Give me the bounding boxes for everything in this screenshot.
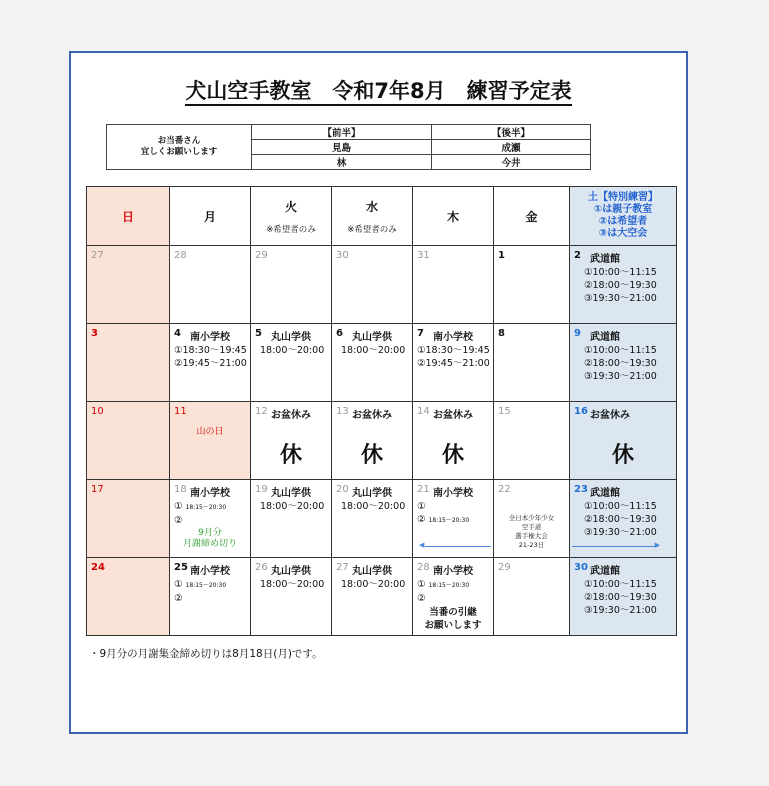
week-row — [87, 246, 677, 324]
header-sunday: 日 — [87, 187, 170, 246]
day-cell: 27 丸山学供 18:00～20:00 — [332, 558, 413, 636]
day-cell: 13 お盆休み 休 — [332, 402, 413, 480]
day-cell: 1 — [494, 246, 570, 324]
day-cell: 19 丸山学供 18:00～20:00 — [251, 480, 332, 558]
day-cell: 7 南小学校 ①18:30～19:45 ②19:45～21:00 — [413, 324, 494, 402]
day-cell: 30 — [332, 246, 413, 324]
day-cell: 25 南小学校 ① 18:15～20:30 ② — [170, 558, 251, 636]
day-cell: 28 — [170, 246, 251, 324]
duty-cell: 成瀬 — [432, 140, 591, 155]
week-row — [87, 480, 677, 558]
day-cell: 11 山の日 — [170, 402, 251, 480]
page-title: 犬山空手教室 令和7年8月 練習予定表 — [71, 75, 686, 105]
week-row — [87, 558, 677, 636]
day-cell: 21 南小学校 ① ② 18:15～20:30 ◀ — [413, 480, 494, 558]
schedule-sheet — [69, 51, 688, 734]
first-half-header: 【前半】 — [252, 125, 432, 140]
header-thursday: 木 — [413, 187, 494, 246]
day-cell: 16 お盆休み 休 — [570, 402, 677, 480]
day-cell: 15 — [494, 402, 570, 480]
day-cell: 4 南小学校 ①18:30～19:45 ②19:45～21:00 — [170, 324, 251, 402]
day-cell: 22 全日本少年少女 空手道 選手権大会 21-23日 — [494, 480, 570, 558]
week-row — [87, 324, 677, 402]
deadline-note: 9月分 月謝締め切り — [182, 528, 237, 549]
duty-message: お当番さん 宜しくお願いします — [107, 125, 252, 170]
day-cell: 5 丸山学供 18:00～20:00 — [251, 324, 332, 402]
day-cell: 28 南小学校 ① 18:15～20:30 ② 当番の引継 お願いします — [413, 558, 494, 636]
second-half-header: 【後半】 — [432, 125, 591, 140]
day-cell: 2 武道館 ①10:00～11:15 ②18:00～19:30 ③19:30～21:00 — [570, 246, 677, 324]
duty-cell: 今井 — [432, 155, 591, 170]
day-cell: 27 — [87, 246, 170, 324]
span-arrow — [425, 546, 491, 547]
duty-cell: 見島 — [252, 140, 432, 155]
day-cell: 17 — [87, 480, 170, 558]
day-cell: 29 — [251, 246, 332, 324]
day-cell: 24 — [87, 558, 170, 636]
day-cell: 30 武道館 ①10:00～11:15 ②18:00～19:30 ③19:30～21:00 — [570, 558, 677, 636]
footer-note: ・9月分の月謝集金締め切りは8月18日(月)です。 — [89, 648, 323, 660]
day-cell: 20 丸山学供 18:00～20:00 — [332, 480, 413, 558]
day-cell: 26 丸山学供 18:00～20:00 — [251, 558, 332, 636]
header-saturday: 土【特別練習】 ①は親子教室 ②は希望者 ③は大空会 — [570, 187, 677, 246]
duty-cell: 林 — [252, 155, 432, 170]
duty-roster-table — [106, 124, 591, 170]
header-tuesday: 火 ※希望者のみ — [251, 187, 332, 246]
handover-note: 当番の引継 お願いします — [424, 607, 482, 631]
day-cell: 18 南小学校 ① 18:15～20:30 ② 9月分 月謝締め切り — [170, 480, 251, 558]
day-cell: 29 — [494, 558, 570, 636]
day-cell: 3 — [87, 324, 170, 402]
calendar-table — [86, 186, 677, 636]
day-cell: 14 お盆休み 休 — [413, 402, 494, 480]
header-monday: 月 — [170, 187, 251, 246]
week-row — [87, 402, 677, 480]
tournament-note: 全日本少年少女 空手道 選手権大会 21-23日 — [508, 514, 555, 549]
day-cell: 9 武道館 ①10:00～11:15 ②18:00～19:30 ③19:30～21:00 — [570, 324, 677, 402]
holiday-label: 山の日 — [196, 427, 224, 437]
day-cell: 12 お盆休み 休 — [251, 402, 332, 480]
day-cell: 8 — [494, 324, 570, 402]
header-wednesday: 水 ※希望者のみ — [332, 187, 413, 246]
day-cell: 10 — [87, 402, 170, 480]
day-cell: 23 武道館 ①10:00～11:15 ②18:00～19:30 ③19:30～21:00 ▶ — [570, 480, 677, 558]
span-arrow — [572, 546, 658, 547]
header-friday: 金 — [494, 187, 570, 246]
day-cell: 6 丸山学供 18:00～20:00 — [332, 324, 413, 402]
day-cell: 31 — [413, 246, 494, 324]
